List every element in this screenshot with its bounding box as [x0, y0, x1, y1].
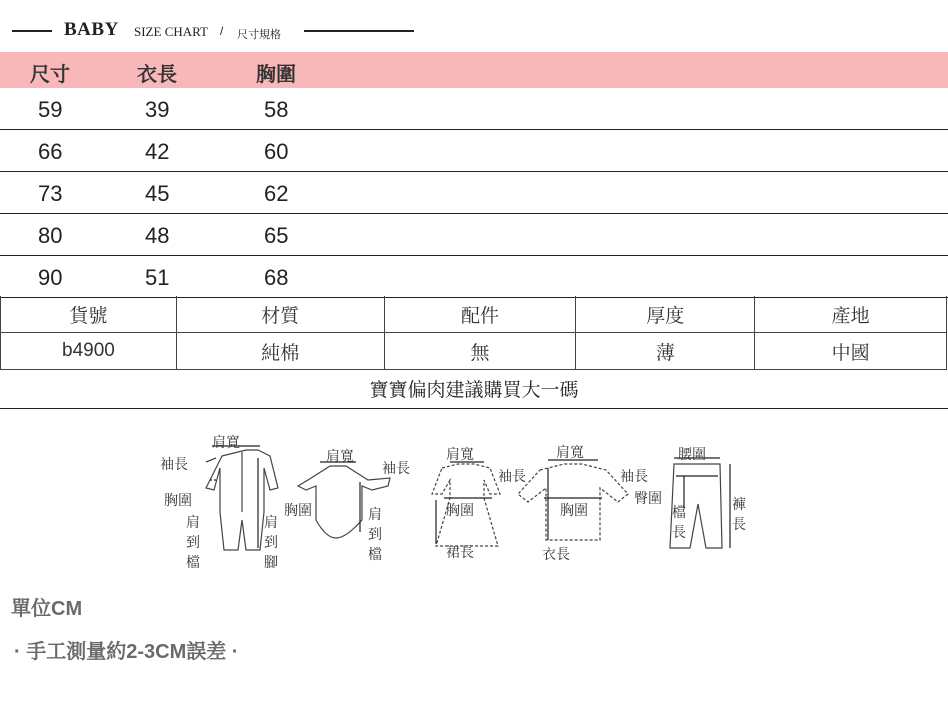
cell-chest: 60 — [264, 139, 289, 164]
table-row — [0, 214, 948, 256]
pants-label-length-1: 褲 — [732, 497, 746, 513]
info-value-row — [1, 333, 947, 370]
cell-length: 51 — [145, 265, 170, 290]
measurement-illustrations — [150, 428, 750, 578]
top-label-shoulder: 肩寬 — [556, 445, 584, 461]
table-row — [0, 256, 948, 298]
dress-label-chest: 胸圍 — [446, 503, 474, 519]
size-chart-subtitle: SIZE CHART — [134, 24, 208, 39]
pants-label-length-2: 長 — [732, 517, 746, 533]
header-rule-left — [12, 30, 52, 32]
table-row — [0, 88, 948, 130]
bodysuit-label-chest: 胸圍 — [284, 503, 312, 519]
romper-label-sleeve: 袖長 — [160, 457, 188, 473]
info-value-material: 純棉 — [176, 333, 384, 370]
tolerance-note: · 手工測量約2-3CM誤差 · — [14, 641, 239, 663]
column-header-chest: 胸圍 — [256, 64, 296, 86]
info-value-item-no: b4900 — [1, 333, 177, 370]
size-table — [0, 52, 948, 298]
dress-label-sleeve: 袖長 — [498, 469, 526, 485]
romper-label-shoulder-foot-2: 到 — [264, 535, 278, 551]
dress-label-shoulder: 肩寬 — [446, 447, 474, 463]
cell-length: 39 — [145, 97, 170, 122]
size-table-header — [0, 52, 948, 88]
bodysuit-label-shoulder: 肩寬 — [326, 449, 354, 465]
unit-note: 單位CM — [11, 598, 83, 620]
cell-chest: 65 — [264, 223, 289, 248]
cell-size: 73 — [38, 181, 63, 206]
bodysuit-label-crotch-2: 到 — [368, 527, 382, 543]
info-value-accessories: 無 — [384, 333, 576, 370]
bodysuit-label-crotch-3: 檔 — [368, 547, 382, 563]
column-header-size: 尺寸 — [30, 64, 70, 86]
top-label-chest: 胸圍 — [560, 503, 588, 519]
info-header-item-no: 貨號 — [1, 296, 177, 333]
romper-label-shoulder-foot-1: 肩 — [264, 515, 278, 531]
romper-label-shoulder-crotch-3: 檔 — [186, 555, 200, 571]
top-label-sleeve: 袖長 — [620, 469, 648, 485]
info-header-material: 材質 — [176, 296, 384, 333]
header-rule-right — [304, 30, 414, 32]
info-value-origin: 中國 — [755, 333, 947, 370]
bodysuit-label-sleeve: 袖長 — [382, 461, 410, 477]
info-header-thickness: 厚度 — [576, 296, 755, 333]
cell-length: 42 — [145, 139, 170, 164]
cell-size: 59 — [38, 97, 63, 122]
brand-title: BABY — [64, 19, 119, 40]
info-header-accessories: 配件 — [384, 296, 576, 333]
bodysuit-label-crotch-1: 肩 — [368, 507, 382, 523]
pants-label-rise-1: 檔 — [672, 505, 686, 521]
info-header-row — [1, 296, 947, 333]
cell-chest: 58 — [264, 97, 289, 122]
romper-label-shoulder-crotch-1: 肩 — [186, 515, 200, 531]
romper-label-shoulder-foot-3: 腳 — [264, 555, 278, 571]
pants-label-rise-2: 長 — [672, 525, 686, 541]
cell-length: 45 — [145, 181, 170, 206]
header-slash: / — [220, 24, 224, 38]
top-label-length: 衣長 — [542, 547, 570, 563]
romper-label-chest: 胸圍 — [164, 493, 192, 509]
table-row — [0, 172, 948, 214]
romper-label-shoulder-crotch-2: 到 — [186, 535, 200, 551]
info-value-thickness: 薄 — [576, 333, 755, 370]
romper-label-shoulder: 肩寬 — [212, 435, 240, 451]
cell-size: 90 — [38, 265, 63, 290]
pants-label-hip: 臀圍 — [634, 491, 662, 507]
cell-chest: 68 — [264, 265, 289, 290]
dress-label-skirt-length: 裙長 — [446, 545, 474, 561]
table-row — [0, 130, 948, 172]
cell-size: 66 — [38, 139, 63, 164]
cell-length: 48 — [145, 223, 170, 248]
cell-size: 80 — [38, 223, 63, 248]
cell-chest: 62 — [264, 181, 289, 206]
header-chinese-title: 尺寸規格 — [237, 29, 281, 41]
info-header-origin: 產地 — [755, 296, 947, 333]
pants-label-waist: 腰圍 — [678, 447, 706, 463]
column-header-length: 衣長 — [137, 64, 177, 86]
chart-header — [12, 18, 432, 44]
sizing-advice: 寶寶偏肉建議購買大一碼 — [0, 372, 948, 409]
product-info-table — [0, 296, 947, 370]
